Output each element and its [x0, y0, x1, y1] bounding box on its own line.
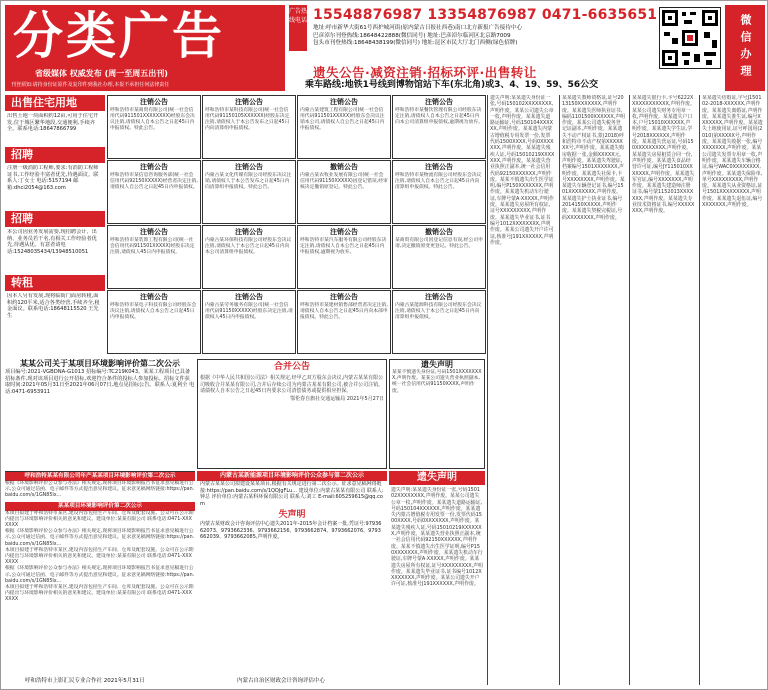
- eia-bar: 内蒙古某新能源项目环境影响评价公众参与第二次公示: [197, 471, 387, 481]
- eia-body: 根据《环境影响评价公众参与办法》相关规定,现将项目环境影响报告书征求意见稿进行公示,公众可通过信函、电子邮件等方式提出意见和建议。征求意见稿网络链接:https://pan.baidu.com/s/1GN85Ix...: [5, 529, 195, 547]
- header: [1, 1, 768, 93]
- section-text: 本公司因业务发展需要,现招聘会计、出纳、业务员若干名,有相关工作经验者优先,待遇从优。有意者请电话:15248035434/13948510051: [7, 229, 97, 255]
- merger-sign: 鄂伦春自旗社交通运输局 2021年5月27日: [290, 396, 384, 403]
- notice-cell: 注销公告 内蒙古某劳务服务有限公司(统一社会信用代码91150XXXXX)经股东决定注销,请债权人45日内申报债权。: [202, 290, 296, 354]
- notice-cell: 注销公告 呼和浩特市某商贸有限公司(统一社会信用代码911501XXXXXXXX)经股东会决议注销,请债权人自本公告之日起45日内申报债权。特此公告。: [107, 95, 201, 159]
- notice-cell: 撤销公告 某商贸有限公司因登记信息有误,经公司申请,决定撤销原变更登记。特此公告。: [392, 225, 486, 289]
- loss-title: 遗失声明: [421, 360, 453, 369]
- merger-notice: [197, 359, 387, 469]
- section-text: 出售土地一块面积约12亩,可用于住宅开发,位于城区繁华地段,交通便利,手续齐全。联系电话:18647866799: [7, 113, 99, 133]
- notice-cell: 注销公告 呼和浩特市某科技有限公司(统一社会信用代码91150105XXXXXX)经股东决定注销,请债权人于本公告发布之日起45日内向清算组申报债权。: [202, 95, 296, 159]
- address-block: 地址:呼市新华大街61号西护城河街(原内蒙古日报社西巷)南口北方新报广告接待中心 巴彦淖尔刊登热线:18648422888(微信同号) 地址:巴彦淖尔临河区北京路7009 包头市刊登热线:18648438199(微信同号) 地址:昆区市民大厅北门西侧(绿色招牌): [313, 25, 523, 47]
- eia-body: 本项目拟建于呼和浩特市某区,建设内容包括生产车间、仓库及配套设施。公众可在公示期内提出与环境影响评价相关的意见和建议。建设单位:某某有限公司 联系电话:0471-XXXXXXX: [5, 585, 194, 603]
- notice-cell: 注销公告 呼和浩特市某电子科技有限公司经股东会决议注销,请债权人自本公告之日起45日内申报债权。: [107, 290, 201, 354]
- page-title: 分类广告: [13, 6, 225, 65]
- masthead-note: 刊登须知:请持身份证原件及复印件到我社办理,本报不承担任何法律责任: [11, 82, 170, 88]
- eia-bar: 呼和浩特某某有限公司年产某某项目环境影响评价第二次公示: [5, 472, 195, 481]
- notice-title: 某某公司关于某项目环境影响评价第二次公示: [20, 359, 180, 368]
- left-classifieds: [5, 95, 105, 358]
- eia-body: 内蒙古某某公司拟建设某某项目,根据有关规定进行第二次公示。征求意见稿网络链接:https://pan.baidu.com/s/1QOJgFLu... 建设单位:内蒙古某某有限公司 联系人:钟总 评价单位:内蒙古某科环保有限公司 联系人:刘工 E-mail:605259615@qq.com: [200, 481, 384, 507]
- notice-cell: 注销公告 呼和浩特市某装饰工程有限公司(统一社会信用代码911501XXXXX)经股东决定注销,请债权人45日内申报债权。: [107, 225, 201, 289]
- text-column: 某某遗失结婚证,字号J150102-2018-XXXXXX,声明作废。某某遗失离婚证,声明作废。某某遗失准生证,编号XXXXXXX,声明作废。某某遗失土地使用证,证号呼国用(2010)第XXXXX号,声明作废。某某遗失收据一张,编号XXXXXXX,声明作废。某某公司遗失发票专用章一枚,声明作废。某某遗失车辆合格证,编号WAC0XXXXXXXX,声明作废。某某遗失保险单,单号XXXXXXXXX,声明作废。某某遗失从业资格证,证号1501XXXXXXXXX,声明作废。某某遗失退伍证,编号XXXXXXX,声明作废。: [699, 95, 765, 685]
- loss-notice-small: [389, 359, 485, 469]
- loss-title: 失声明: [278, 510, 306, 520]
- notice-cell: 注销公告 呼和浩特市某餐饮管理有限公司经股东决定注销,请债权人自本公告之日起45日内向本公司清算组申报债权,逾期视为放弃。: [392, 95, 486, 159]
- notice-cell: 注销公告 内蒙古某建筑工程有限公司(统一社会信用代码911501XXXXX)经股东会决议注销本公司,请债权人自公告之日起45日内申报债权。: [297, 95, 391, 159]
- notice-body: 项目编号:2021-VGBDNA-G1013 招标编号:TC219K043。某某工程项目已具备招标条件,现对该项目进行公开招标,欢迎符合条件的投标人参加投标。招标文件获取时间:2021年05月31日至2021年06月07日,地点见招标公告。联系人:夏利全 电话:0471-6953911: [5, 369, 195, 395]
- section-tag: 招聘: [5, 211, 105, 227]
- bottom-footer: 内蒙古自治区财政会计咨询评估中心: [237, 678, 326, 685]
- text-column: 某某遗失教师资格证,证号2013150XXXXXXX,声明作废。某某遗失医师执业证书,编码1101500XXXXXX,声明作废。某某公司遗失税务登记证副本,声明作废。某某遗失不动产权证书,蒙(2018)呼和浩特市不动产权第XXXXXXX号,声明作废。某某遗失购房收据一张,金额XXXXX元,声明作废。某某遗失驾驶证,档案编号1501XXXXXXX,声明作废。某某遗失社保卡,卡号XXXXXXXX,声明作废。某某遗失车辆登记证书,编号1501XXXXXXXX,声明作废。某某遗失护士执业证书,编号2014150XXXXX,声明作废。某某遗失契税完税证,号码XXXXXXXX,声明作废。: [559, 95, 627, 685]
- phone-numbers: 15548876987 13354876987 0471-6635651: [313, 7, 658, 23]
- page-subtitle: 省级媒体 权威发布 (周一至周五出刊): [35, 69, 168, 78]
- notice-cell: 撤销公告 内蒙古某农牧业发展有限公司(统一社会信用代码91150XXXXX)因登记错误,经审核决定撤销原登记。特此公告。: [297, 160, 391, 224]
- section-tag: 招聘: [5, 147, 105, 163]
- notice-cell: 注销公告 呼和浩特市某建材销售部经营者决定注销,请债权人自本公告之日起45日内向本部申报债权。特此公告。: [297, 290, 391, 354]
- merger-title: 合并公告: [273, 362, 310, 372]
- notice-cell: 注销公告 呼和浩特市某汽车服务有限公司经股东决定注销,请债权人自本公告之日起45日内申报债权,逾期视为放弃。: [297, 225, 391, 289]
- tender-notice: [5, 359, 195, 395]
- merger-body: 根据《中华人民共和国公司法》相关规定,经甲乙双方股东会决议,内蒙古某某有限公司吸收合并某某有限公司,合并后存续公司为内蒙古某某有限公司,被合并公司注销。请债权人自本公告之日起45日内要求公司清偿债务或提供相应担保。: [200, 375, 384, 395]
- notice-cell: 注销公告 内蒙古某文化传媒有限公司经股东决议注销,请债权人于本公告发布之日起45日内向清算组申报债权。特此公告。: [202, 160, 296, 224]
- route-info: 乘车路线:地铁1号线到博物馆站下车(东北角)或3、4、19、59、56公交: [305, 80, 599, 90]
- text-column: 遗失声明:某某遗失身份证一张,号码150102XXXXXXXX,声明作废。某某公司遗失公章一枚,声明作废。某某遗失道路运输证,号码150104XXXXXX,声明作废。某某遗失内蒙古增值税专用发票一份,发票代码1500XXXX,号码0XXXXXXX,声明作废。某某遗失残疾人证,号码15010219XXXXXXX,声明作废。某某遗失营业执照正副本,统一社会信用代码92150XXXXXX,声明作废。某某不慎遗失出生医学证明,编号P150XXXXXXX,声明作废。某某遗失机动车行驶证,车牌号蒙A·XXXXX,声明作废。某某遗失房屋所有权证,证号XXXXXXXXX,声明作废。某某遗失毕业证书,证书编号1012XXXXXXXX,声明作废。某某公司遗失开户许可证,核准号J191XXXXXX,声明作废。: [487, 95, 557, 685]
- section-text: 注册一级消防工程师,要求:有消防工程师证书,工作经验丰富者优先,待遇面议。联系人:丁女士 电话:5157194 邮箱:dhci2054@163.com: [7, 165, 99, 191]
- section-tag: 出售住宅用地: [5, 95, 105, 111]
- notice-cell: 注销公告 内蒙古某环保科技有限公司经股东会决议注销,请债权人于本公告之日起45日内向本公司清算组申报债权。: [202, 225, 296, 289]
- eia-footer: 呼和浩特市上影汇民专业合作社 2021年5月31日: [25, 678, 145, 685]
- wechat-badge: 微信办理: [725, 5, 765, 91]
- text-column: 某某遗失银行卡,卡号6222XXXXXXXXXXXX,声明作废。某某公司遗失财务专用章一枚,声明作废。某某遗失户口本,户号15010XXXXXX,声明作废。某某遗失学生证,学号2018XXXXXX,声明作废。某某遗失营运证,号码150XXXXXXXXX,声明作废。某某遗失房屋租赁合同一份,声明作废。某某遗失食品经营许可证,编号JY115010XXXXXXX,声明作废。某某遗失军官证,编号XXXXXXX,声明作废。某某遗失建造师注册证书,编号蒙1152013XXXXXXX,声明作废。某某遗失专业技术资格证书,编号XXXXXXXX,声明作废。: [629, 95, 697, 685]
- notice-cell: 注销公告 内蒙古某能源科技有限公司经股东会决议注销,请债权人于本公告之日起45日内向清算组申报债权。: [392, 290, 486, 354]
- qr-code-icon: [659, 7, 721, 69]
- loss-body: 某某不慎遗失身份证,号码1501XXXXXXXX,声明作废。某某公司遗失营业执照副本,统一社会信用代码91150XXXX,声明作废。: [392, 370, 482, 394]
- tel-label: 广告热线电话: [289, 5, 307, 51]
- eia-body: 根据《环境影响评价公众参与办法》相关规定,现将项目环境影响报告书征求意见稿进行公示,公众可通过信函、电子邮件等方式提出意见和建议。征求意见稿网络链接:https://pan.baidu.com/s/1GN85Ix...: [5, 481, 195, 499]
- section-tag: 转租: [5, 275, 105, 291]
- loss-body: 内蒙古某财政会计咨询评估中心遗失2011年-2015年会计档案一批,凭证号:9793662073、9793662336、9793662156、9793662874、9793662076、9793662039、9793662085,声明作废。: [200, 521, 382, 541]
- notice-cell: 注销公告 呼和浩特市某物流有限公司经股东会决议注销,请债权人自本公告之日起45日内向清算组申报债权。特此公告。: [392, 160, 486, 224]
- loss-section-tag: 遗失声明: [389, 471, 485, 485]
- service-banner: 遗失公告·减资注销·招标环评·出售转让: [313, 65, 537, 80]
- eia-body: 本项目拟建于呼和浩特市某区,建设内容包括生产车间、仓库及配套设施。公众可在公示期内提出与环境影响评价相关的意见和建议。建设单位:某某有限公司 联系电话:0471-XXXXXXX: [5, 510, 194, 529]
- masthead: [5, 5, 285, 91]
- eia-bar: 某某项目环境影响评价第二次公示: [5, 502, 195, 511]
- notice-grid: [107, 95, 485, 358]
- section-text: 因本人另有发展,现将临街门面房转租,面积约120平米,适合各类经营,手续齐全,租金面议。联系电话:18648115520 王先生: [7, 293, 100, 319]
- eia-body: 本项目拟建于呼和浩特市某区,建设内容包括生产车间、仓库及配套设施。公众可在公示期内提出与环境影响评价相关的意见和建议。建设单位:某某有限公司 联系电话:0471-XXXXXXX: [5, 547, 194, 566]
- eia-body: 根据《环境影响评价公众参与办法》相关规定,现将项目环境影响报告书征求意见稿进行公示,公众可通过信函、电子邮件等方式提出意见和建议。征求意见稿网络链接:https://pan.baidu.com/s/1GN85Ix...: [5, 566, 195, 584]
- text-column: 遗失声明:某某遗失身份证一张,号码150102XXXXXXXX,声明作废。某某公司遗失公章一枚,声明作废。某某遗失道路运输证,号码150104XXXXXX,声明作废。某某遗失内蒙古增值税专用发票一份,发票代码1500XXXX,号码0XXXXXXX,声明作废。某某遗失残疾人证,号码15010219XXXXXXX,声明作废。某某遗失营业执照正副本,统一社会信用代码92150XXXXXX,声明作废。某某不慎遗失出生医学证明,编号P150XXXXXXX,声明作废。某某遗失机动车行驶证,车牌号蒙A·XXXXX,声明作废。某某遗失房屋所有权证,证号XXXXXXXXX,声明作废。某某遗失毕业证书,证书编号1012XXXXXXXX,声明作废。某某公司遗失开户许可证,核准号J191XXXXXX,声明作废。: [391, 487, 483, 588]
- notice-cell: 注销公告 呼和浩特市某信息咨询服务部(统一社会信用代码92150XXXXX)经营者决定注销,请债权人自公告之日起45日内申报债权。: [107, 160, 201, 224]
- eia-notices: [5, 471, 195, 687]
